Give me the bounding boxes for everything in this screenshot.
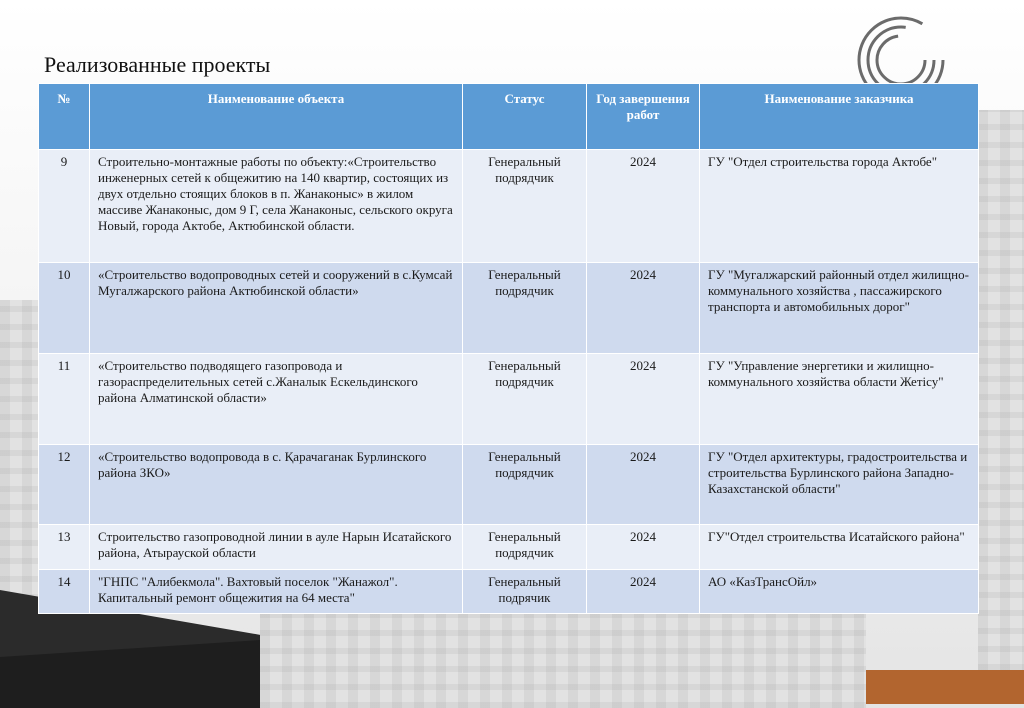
header-customer-name: Наименование заказчика: [700, 84, 979, 150]
row-customer: АО «КазТрансОйл»: [700, 570, 979, 614]
page-title: Реализованные проекты: [44, 52, 271, 77]
building-background-left: [0, 300, 40, 600]
table-row: [39, 150, 979, 263]
header-number: №: [39, 84, 90, 150]
row-year: 2024: [587, 445, 700, 525]
row-object: «Строительство водопровода в с. Қарачаганак Бурлинского района ЗКО»: [90, 445, 463, 525]
row-customer: ГУ"Отдел строительства Исатайского района": [700, 525, 979, 570]
building-background-right: [978, 110, 1024, 670]
table-row: [39, 354, 979, 445]
row-status: Генеральный подрядчик: [463, 150, 587, 263]
row-status: Генеральный подрядчик: [463, 263, 587, 354]
row-customer: ГУ "Отдел строительства города Актобе": [700, 150, 979, 263]
row-year: 2024: [587, 150, 700, 263]
header-status: Статус: [463, 84, 587, 150]
row-object: "ГНПС "Алибекмола". Вахтовый поселок "Жанажол". Капитальный ремонт общежития на 64 места": [90, 570, 463, 614]
row-number: 9: [39, 150, 90, 263]
row-number: 10: [39, 263, 90, 354]
row-customer: ГУ "Отдел архитектуры, градостроительства и строительства Бурлинского района Западно-Казахстанской области": [700, 445, 979, 525]
row-number: 13: [39, 525, 90, 570]
table-row: [39, 525, 979, 570]
header-completion-year: Год завершения работ: [587, 84, 700, 150]
row-object: Строительство газопроводной линии в ауле Нарын Исатайского района, Атырауской области: [90, 525, 463, 570]
row-year: 2024: [587, 354, 700, 445]
row-year: 2024: [587, 570, 700, 614]
table-row: [39, 570, 979, 614]
table-row: [39, 445, 979, 525]
row-number: 12: [39, 445, 90, 525]
row-number: 11: [39, 354, 90, 445]
row-number: 14: [39, 570, 90, 614]
row-customer: ГУ "Мугалжарский районный отдел жилищно-коммунального хозяйства , пассажирского транспорта и автомобильных дорог": [700, 263, 979, 354]
row-object: Строительно-монтажные работы по объекту:«Строительство инженерных сетей к общежитию на 140 квартир, состоящих из двух отдельно стоящих блоков в п. Жанаконыс» в жилом массиве Жанаконыс, дом 9 Г, села Жанаконыс, сельского округа Новый, города Актобе, Актюбинской области.: [90, 150, 463, 263]
table-row: [39, 263, 979, 354]
row-year: 2024: [587, 525, 700, 570]
row-customer: ГУ "Управление энергетики и жилищно-коммунального хозяйства области Жетісу": [700, 354, 979, 445]
row-object: «Строительство подводящего газопровода и газораспределительных сетей с.Жаналык Ескельдинского района Алматинской области»: [90, 354, 463, 445]
building-background-bottom: [260, 612, 866, 708]
header-object-name: Наименование объекта: [90, 84, 463, 150]
projects-table: [38, 83, 979, 614]
row-status: Генеральный подрядчик: [463, 525, 587, 570]
row-year: 2024: [587, 263, 700, 354]
table-header-row: [39, 84, 979, 150]
row-status: Генеральный подрячик: [463, 570, 587, 614]
row-object: «Строительство водопроводных сетей и сооружений в с.Кумсай Мугалжарского района Актюбинской области»: [90, 263, 463, 354]
row-status: Генеральный подрядчик: [463, 354, 587, 445]
row-status: Генеральный подрядчик: [463, 445, 587, 525]
decorative-brown-bar: [866, 670, 1024, 704]
